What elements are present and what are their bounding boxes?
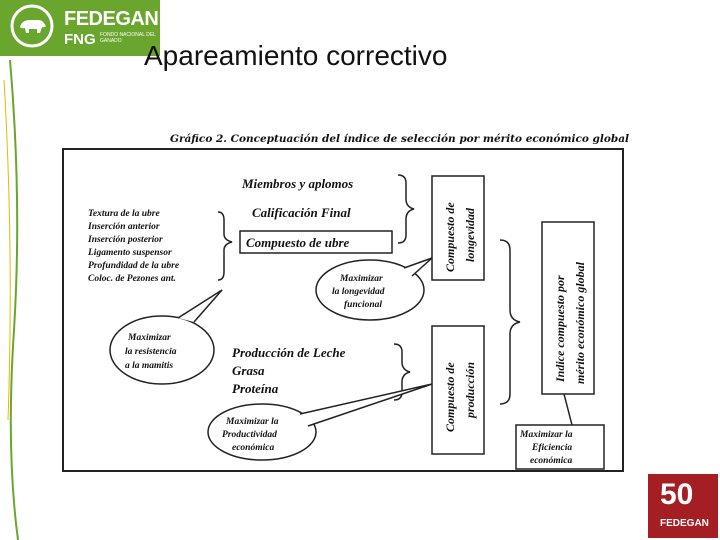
trait-compuesto-ubre: Compuesto de ubre [246, 235, 350, 250]
global-box-line: Indice compuesto por [553, 275, 567, 382]
mastitis-bubble-line: a la mamitis [125, 361, 174, 371]
productivity-bubble-line: económica [232, 443, 275, 453]
udder-trait: Inserción posterior [88, 235, 163, 245]
production-trait: Proteína [232, 381, 279, 396]
global-box-line: mérito económico global [573, 262, 587, 384]
figure-caption: Gráfico 2. Conceptuación del índice de selección por mérito económico global [170, 133, 630, 145]
mastitis-bubble-line: Maximizar [128, 333, 171, 343]
production-trait: Producción de Leche [232, 345, 346, 360]
efficiency-line: económica [530, 456, 573, 466]
efficiency-pointer [564, 394, 572, 425]
production-box-line: Compuesto de [443, 362, 457, 432]
productivity-bubble-line: Productividad [222, 430, 277, 440]
logo-fng: FNG [64, 31, 96, 48]
productivity-bubble-pointer [300, 384, 432, 426]
logo-brand: FEDEGAN [64, 8, 159, 30]
longevity-bubble-line: Maximizar [340, 274, 383, 284]
logo-subtitle: FONDO NACIONAL DEL GANADO [100, 32, 156, 44]
longevity-bubble-line: la longevidad [332, 287, 385, 297]
productivity-bubble-line: Maximizar la [226, 417, 279, 427]
longevity-box-line: Compuesto de [443, 202, 457, 272]
slide-title: Apareamiento correctivo [144, 40, 448, 71]
mastitis-bubble-line: la resistencia [125, 347, 177, 357]
longevity-bubble-line: funcional [344, 300, 383, 310]
longevity-box-line: longevidad [463, 208, 477, 262]
production-box-line: producción [463, 361, 477, 418]
trait-miembros: Miembros y aplomos [242, 176, 354, 191]
mastitis-bubble-pointer [178, 290, 222, 322]
udder-trait: Ligamento suspensor [88, 248, 172, 258]
udder-trait: Profundidad de la ubre [88, 261, 180, 271]
udder-trait: Coloc. de Pezones ant. [88, 274, 176, 284]
efficiency-line: Maximizar la [520, 430, 573, 440]
udder-trait: Textura de la ubre [88, 209, 160, 219]
udder-trait: Inserción anterior [88, 222, 160, 232]
udder-bracket [218, 212, 232, 280]
efficiency-line: Eficiencia [532, 443, 573, 453]
global-brace [500, 240, 520, 404]
longevity-brace [398, 175, 414, 243]
trait-calificacion: Calificación Final [252, 205, 351, 220]
production-trait: Grasa [232, 363, 265, 378]
badge-number: 50 [660, 478, 694, 511]
badge-name: FEDEGAN [660, 518, 709, 529]
anniversary-badge [648, 474, 718, 538]
